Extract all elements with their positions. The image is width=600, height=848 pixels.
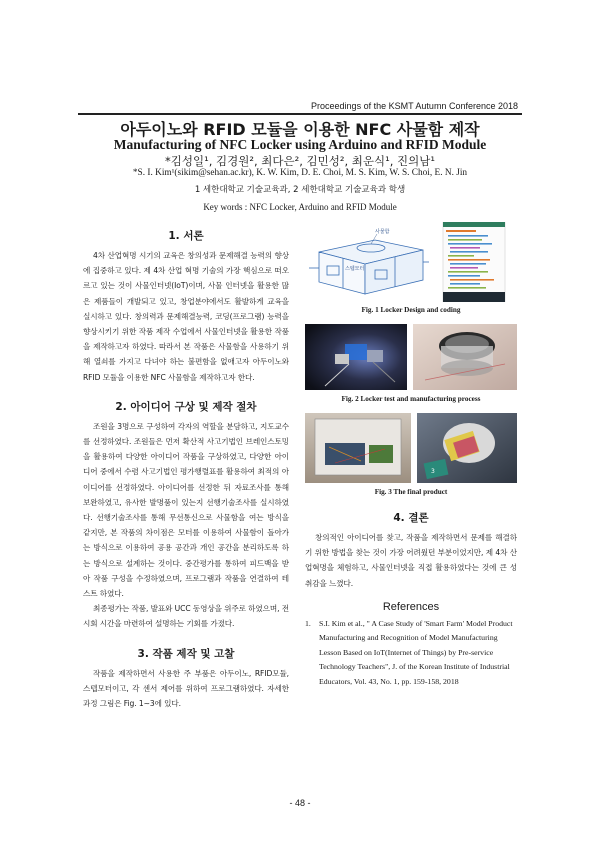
section-production-text: 작품을 제작하면서 사용한 주 부품은 아두이노, RFID모듈, 스텝모터이고, 각 센서 제어를 위하여 프로그램하였다. 자세한 과정 그림은 Fig. 1~3에 있다. [83, 668, 289, 709]
diagram-label-inner: 스텝모터 [345, 266, 365, 272]
section-idea [83, 399, 289, 632]
section-intro [83, 228, 289, 385]
header-rule [78, 113, 522, 115]
title-english: Manufacturing of NFC Locker using Arduino and RFID Module [113, 137, 487, 152]
locker-design-diagram [305, 222, 517, 302]
section-idea-heading: 2. 아이디어 구상 및 제작 절차 [115, 400, 257, 413]
figure-1-caption: Fig. 1 Locker Design and coding [361, 306, 461, 314]
section-production [83, 646, 289, 712]
section-idea-text-2: 최종평가는 작품, 발표와 UCC 동영상을 위주로 하였으며, 전시회 시간을 마련하여 설명하는 기회를 가졌다. [83, 604, 289, 629]
locker-test-photos [305, 324, 517, 390]
section-conclusion [305, 510, 517, 591]
diagram-label: 사물함 [375, 229, 390, 235]
reference-text: S.I. Kim et al., " A Case Study of 'Smart Farm' Model Product Manufacturing and Recognition of Model Manufacturing Lesson Based on IoT(Internet of Things) by Pre-service Technology Teachers", J. of the Korean Institute of Industrial Educators, Vol. 43, No. 1, pp. 159-158, 2018 [319, 618, 513, 686]
reference-item [305, 617, 517, 690]
authors-korean: *김성일¹, 김경원², 최다은², 김민성², 최운식¹, 진의남¹ [165, 154, 435, 168]
figure-1 [305, 222, 517, 314]
section-intro-heading: 1. 서론 [168, 230, 204, 242]
figure-3 [305, 413, 517, 496]
references-heading: References [382, 600, 440, 613]
svg-text:3: 3 [431, 468, 435, 475]
code-screenshot [443, 222, 505, 302]
section-idea-text-1: 조원을 3명으로 구성하여 각자의 역할을 분담하고, 지도교수를 선정하였다. 조원들은 먼저 확산적 사고기법인 브레인스토밍을 활용하여 다양한 아이디어 작품을 구상하였고, 다양한 아이디어 중에서 수렴 사고기법인 평가행렬표를 활용하여 최적의 아이디어를 선정하였다. 아이디어를 선정한 뒤 자료조사를 통해 보완하였고, 유사한 발명품이 있는지 선행기술조사를 실시하였다. 선행기술조사를 통해 무선통신으로 사물함을 여는 방식을 같지만, 본 작품의 차이점은 모터를 이용하여 사물함이 돌아가는 방식으로 이용하여 공용 공간과 개인 공간을 분리하도록 하는 방식으로 설계하는 것이다. 중간평가를 통하여 피드백을 받아 작품 구성을 수정하였으며, 프로그램과 작품을 연결하여 테스트 하였다. [83, 421, 289, 599]
left-column [83, 224, 289, 711]
figure-2-caption: Fig. 2 Locker test and manufacturing process [341, 395, 481, 403]
figure-3-caption: Fig. 3 The final product [374, 488, 448, 496]
section-conclusion-heading: 4. 결론 [393, 512, 429, 524]
figure-2 [305, 324, 517, 403]
page-number: - 48 - [289, 798, 311, 808]
section-conclusion-text: 창의적인 아이디어를 찾고, 작품을 제작하면서 문제를 해결하기 위한 방법을 찾는 것이 가장 어려웠던 부분이었지만, 제 4차 산업혁명을 체험하고, 사물인터넷을 직접 활용하였다는 것에 큰 성취감을 느꼈다. [305, 533, 517, 588]
final-product-photos [305, 413, 517, 483]
affiliation: 1 세한대학교 기술교육과, 2 세한대학교 기술교육과 학생 [194, 185, 406, 195]
section-references [305, 601, 517, 690]
section-production-heading: 3. 작품 제작 및 고찰 [137, 647, 235, 660]
authors-english: *S. I. Kim¹(sikim@sehan.ac.kr), K. W. Kim, D. E. Choi, M. S. Kim, W. S. Choi, E. N. Jin [132, 168, 468, 178]
title-korean: 아두이노와 RFID 모듈을 이용한 NFC 사물함 제작 [120, 120, 480, 139]
reference-number: 1. [305, 618, 311, 628]
right-column [305, 222, 517, 689]
section-intro-text: 4차 산업혁명 시기의 교육은 창의성과 문제해결 능력의 향상에 집중하고 있다. 제 4차 산업 혁명 기술의 가장 핵심으로 떠오르고 있는 것이 사물인터넷(IoT)이며, 사물 인터넷을 활용한 많은 제품들이 개발되고 있고, 창업분야에서도 활발하게 교육을 실시하고 있다. 창의력과 문제해결능력, 코딩(프로그램) 능력을 향상시키기 위한 작품 제작 수업에서 사물인터넷을 활용한 작품을 제작하고자 하였다. 따라서 본 작품은 사물함을 사용하기 위해 열쇠를 가지고 다녀야 하는 불편함을 없애고자 아두이노와 RFID 모듈을 이용한 NFC 사물함을 제작하고자 한다. [83, 251, 289, 382]
keywords: Key words : NFC Locker, Arduino and RFID Module [203, 202, 397, 212]
proceedings-header: Proceedings of the KSMT Autumn Conference 2018 [311, 101, 518, 111]
